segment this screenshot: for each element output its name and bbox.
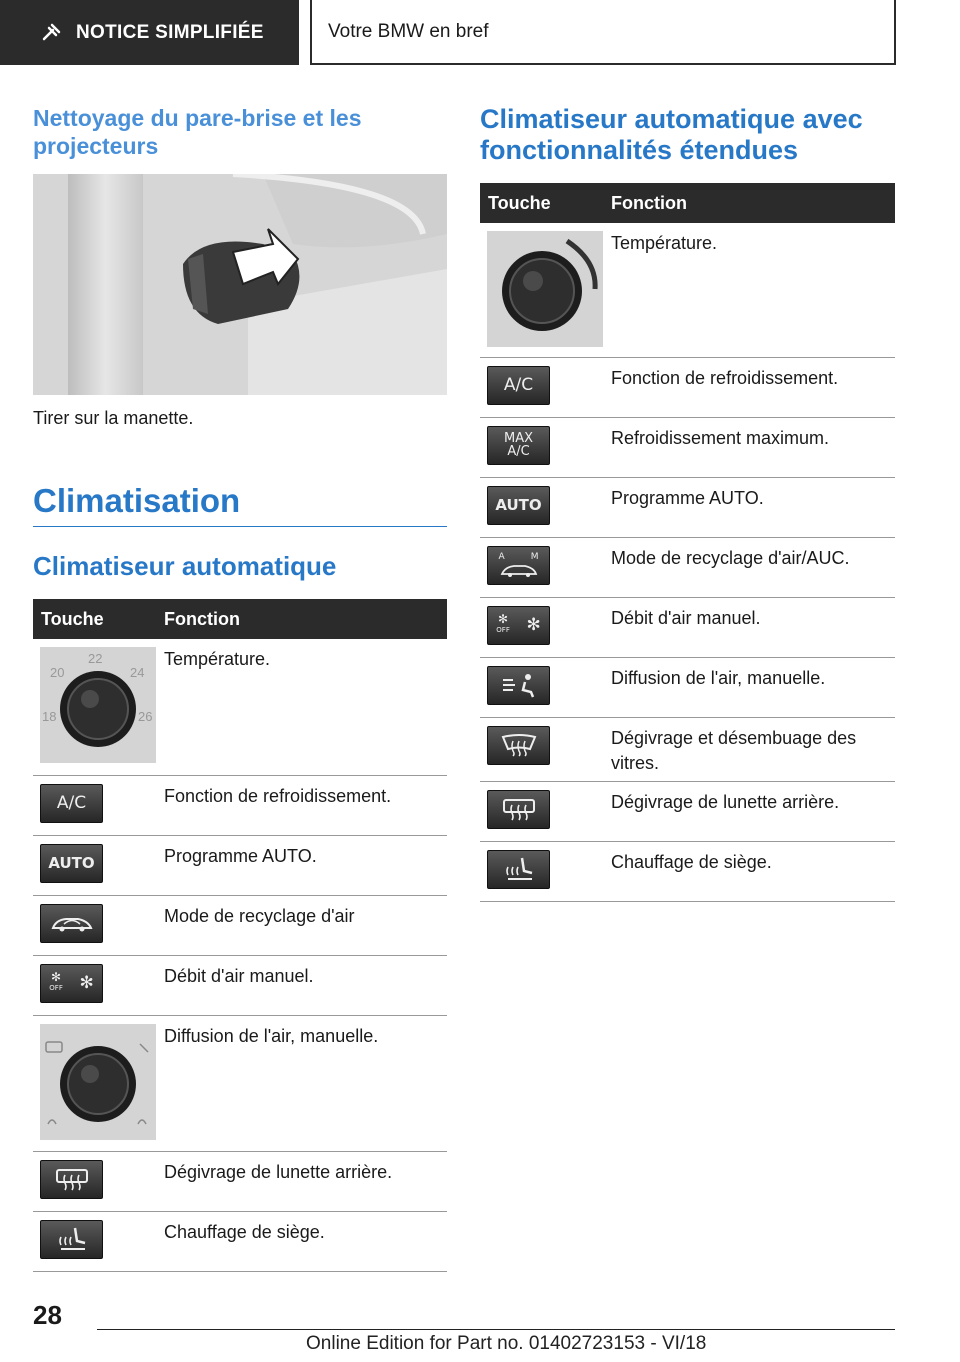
max-ac-button-icon	[487, 426, 550, 465]
function-text: Débit d'air manuel.	[156, 955, 447, 1015]
auto-ac-table	[33, 599, 447, 1272]
auto-button-icon: AUTO	[40, 844, 103, 883]
column-header-key: Touche	[41, 608, 104, 629]
table-row	[33, 895, 447, 955]
air-distribution-knob	[40, 1024, 156, 1140]
table-row	[33, 775, 447, 835]
fan-speed-icon: ✻ OFF ✻	[40, 964, 103, 1003]
seat-heating-icon	[40, 1220, 103, 1259]
auto-button-icon: AUTO	[487, 486, 550, 525]
table-row	[33, 1211, 447, 1271]
seat-heating-icon	[487, 850, 550, 889]
auto-ac-heading: Climatiseur automatique	[33, 551, 337, 581]
function-text: Température.	[156, 639, 447, 775]
temperature-knob	[487, 231, 603, 347]
extended-ac-heading: Climatiseur automatique avec fonctionnalités étendues	[480, 104, 863, 165]
table-row	[480, 597, 895, 657]
quick-reference-icon	[40, 22, 62, 44]
temp-label-24: 24	[130, 665, 145, 680]
table-row	[480, 223, 895, 357]
function-text: Diffusion de l'air, manuelle.	[603, 657, 895, 717]
max-label: MAX	[503, 431, 533, 446]
front-defrost-icon	[487, 726, 550, 765]
table-header-row	[33, 599, 447, 639]
column-header-function: Fonction	[611, 192, 687, 213]
function-text: Débit d'air manuel.	[603, 597, 895, 657]
table-row	[33, 639, 447, 775]
footer-divider	[97, 1329, 895, 1330]
fan-off-label: OFF	[49, 984, 63, 992]
function-text: Fonction de refroidissement.	[156, 775, 447, 835]
column-header-function: Fonction	[164, 608, 240, 629]
table-row	[480, 537, 895, 597]
function-text: Chauffage de siège.	[156, 1211, 447, 1271]
temp-label-18: 18	[42, 709, 57, 724]
rear-defrost-icon	[40, 1160, 103, 1199]
function-text: Dégivrage de lunette arrière.	[603, 781, 895, 841]
function-text: Mode de recyclage d'air	[156, 895, 447, 955]
extended-ac-table	[480, 183, 895, 902]
table-row	[480, 477, 895, 537]
recirculation-icon	[40, 904, 103, 943]
table-row	[33, 1151, 447, 1211]
ac-button-icon: A/C	[487, 366, 550, 405]
function-text: Programme AUTO.	[156, 835, 447, 895]
temp-label-20: 20	[50, 665, 65, 680]
fan-speed-icon: ✻ OFF ✻	[487, 606, 550, 645]
rear-defrost-icon	[487, 790, 550, 829]
function-text: Dégivrage de lunette arrière.	[156, 1151, 447, 1211]
function-text: Mode de recyclage d'air/AUC.	[603, 537, 895, 597]
table-row	[480, 781, 895, 841]
table-row	[480, 417, 895, 477]
function-text: Programme AUTO.	[603, 477, 895, 537]
table-row	[480, 657, 895, 717]
function-text: Fonction de refroidissement.	[603, 357, 895, 417]
header-tab[interactable]	[0, 0, 299, 65]
function-text: Dégivrage et désembuage des vitres.	[603, 717, 895, 781]
function-text: Diffusion de l'air, manuelle.	[156, 1015, 447, 1151]
temp-label-26: 26	[138, 709, 153, 724]
fan-off-label: OFF	[496, 626, 510, 634]
table-row	[33, 1015, 447, 1151]
table-row	[480, 841, 895, 901]
column-header-key: Touche	[488, 192, 551, 213]
table-row	[480, 357, 895, 417]
auc-a-label: A	[498, 551, 505, 562]
recirculation-auc-icon	[487, 546, 550, 585]
header-chapter-title: Votre BMW en bref	[310, 0, 896, 65]
wiper-heading: Nettoyage du pare-brise et les projecteurs	[33, 105, 362, 159]
table-row	[33, 835, 447, 895]
table-row	[33, 955, 447, 1015]
temp-label-22: 22	[88, 651, 103, 666]
air-distribution-icon	[487, 666, 550, 705]
temperature-knob	[40, 647, 156, 763]
page-number: 28	[33, 1300, 62, 1330]
function-text: Refroidissement maximum.	[603, 417, 895, 477]
function-text: Température.	[603, 223, 895, 357]
wiper-stalk-photo	[33, 174, 447, 395]
ac-button-icon: A/C	[40, 784, 103, 823]
auc-m-label: M	[530, 551, 539, 562]
wiper-caption: Tirer sur la manette.	[33, 408, 194, 428]
chapter-heading: Climatisation	[33, 482, 447, 527]
table-header-row	[480, 183, 895, 223]
function-text: Chauffage de siège.	[603, 841, 895, 901]
table-row	[480, 717, 895, 781]
header-tab-label: NOTICE SIMPLIFIÉE	[76, 21, 264, 43]
max-ac-label: A/C	[507, 444, 530, 459]
footer-edition: Online Edition for Part no. 01402723153 - VI/18	[306, 1333, 707, 1354]
